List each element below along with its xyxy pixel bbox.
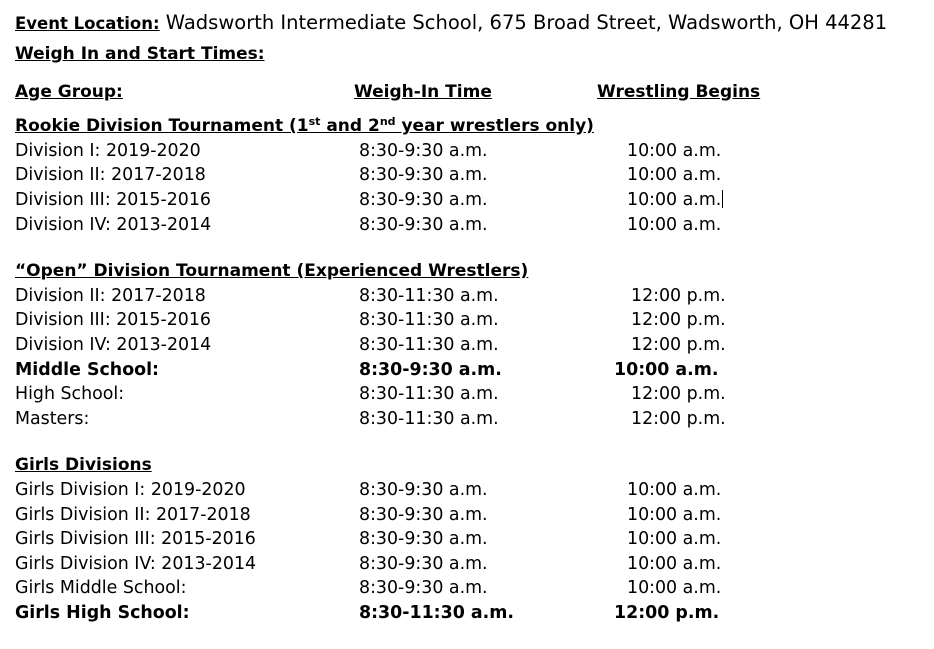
rookie-section-heading-line bbox=[15, 114, 930, 139]
wrestling-begins-cell: 10:00 a.m. bbox=[614, 359, 719, 380]
age-group-cell: Division III: 2015-2016 bbox=[15, 189, 211, 210]
age-group-cell: Division IV: 2013-2014 bbox=[15, 334, 212, 355]
age-group-cell: Division II: 2017-2018 bbox=[15, 285, 206, 306]
age-group-cell: High School: bbox=[15, 384, 125, 405]
event-location-label: Event Location: bbox=[15, 14, 160, 33]
weigh-in-column-header: Weigh-In Time bbox=[354, 81, 492, 102]
weigh-in-time-cell: 8:30-11:30 a.m. bbox=[359, 408, 499, 429]
age-group-cell: Division III: 2015-2016 bbox=[15, 310, 211, 331]
weigh-in-time-cell: 8:30-9:30 a.m. bbox=[359, 214, 488, 235]
open-section-heading: “Open” Division Tournament (Experienced Wrestlers) bbox=[15, 261, 529, 282]
table-row bbox=[15, 382, 930, 407]
age-group-cell: Girls Division IV: 2013-2014 bbox=[15, 553, 257, 574]
girls-section-heading-line bbox=[15, 453, 930, 478]
wrestling-begins-cell: 12:00 p.m. bbox=[631, 334, 726, 355]
age-group-cell: Division II: 2017-2018 bbox=[15, 165, 206, 186]
column-header-row bbox=[15, 80, 930, 105]
table-row bbox=[15, 576, 930, 601]
wrestling-begins-cell: 12:00 p.m. bbox=[631, 310, 726, 331]
rookie-rows bbox=[15, 139, 930, 237]
weigh-in-time-cell: 8:30-9:30 a.m. bbox=[359, 165, 488, 186]
wrestling-begins-cell: 12:00 p.m. bbox=[631, 408, 726, 429]
age-group-cell: Girls Middle School: bbox=[15, 578, 187, 599]
open-rows bbox=[15, 284, 930, 432]
wrestling-begins-cell: 10:00 a.m. bbox=[627, 214, 722, 235]
table-row bbox=[15, 503, 930, 528]
weigh-in-time-cell: 8:30-11:30 a.m. bbox=[359, 602, 514, 623]
age-group-cell: Girls High School: bbox=[15, 602, 190, 623]
table-row bbox=[15, 527, 930, 552]
weigh-in-time-cell: 8:30-11:30 a.m. bbox=[359, 285, 499, 306]
girls-rows bbox=[15, 478, 930, 626]
age-group-cell: Girls Division I: 2019-2020 bbox=[15, 479, 246, 500]
age-group-cell: Girls Division II: 2017-2018 bbox=[15, 504, 251, 525]
table-row bbox=[15, 308, 930, 333]
wrestling-begins-cell: 12:00 p.m. bbox=[631, 384, 726, 405]
weigh-in-time-cell: 8:30-9:30 a.m. bbox=[359, 189, 488, 210]
wrestling-begins-cell: 10:00 a.m. bbox=[627, 578, 722, 599]
event-location-value: Wadsworth Intermediate School, 675 Broad Street, Wadsworth, OH 44281 bbox=[165, 11, 888, 34]
wrestling-begins-cell: 12:00 p.m. bbox=[614, 602, 720, 623]
wrestling-begins-cell: 10:00 a.m. bbox=[627, 189, 722, 210]
girls-section-heading: Girls Divisions bbox=[15, 455, 152, 476]
event-location-line bbox=[15, 8, 930, 38]
weigh-in-time-cell: 8:30-11:30 a.m. bbox=[359, 384, 499, 405]
age-group-cell: Division I: 2019-2020 bbox=[15, 140, 201, 161]
weigh-in-time-cell: 8:30-9:30 a.m. bbox=[359, 529, 488, 550]
rookie-section-heading: Rookie Division Tournament (1st and 2nd year wrestlers only) bbox=[15, 115, 594, 137]
weigh-in-time-cell: 8:30-9:30 a.m. bbox=[359, 140, 488, 161]
weigh-in-time-cell: 8:30-9:30 a.m. bbox=[359, 578, 488, 599]
weigh-in-heading: Weigh In and Start Times: bbox=[15, 44, 265, 64]
age-group-cell: Masters: bbox=[15, 408, 90, 429]
table-row bbox=[15, 163, 930, 188]
text-cursor bbox=[722, 190, 723, 208]
age-group-cell: Girls Division III: 2015-2016 bbox=[15, 529, 256, 550]
wrestling-begins-column-header: Wrestling Begins bbox=[597, 81, 761, 102]
table-row bbox=[15, 188, 930, 213]
weigh-in-time-cell: 8:30-9:30 a.m. bbox=[359, 479, 488, 500]
age-group-column-header: Age Group: bbox=[15, 81, 123, 102]
wrestling-begins-cell: 10:00 a.m. bbox=[627, 140, 722, 161]
table-row bbox=[15, 213, 930, 238]
weigh-in-time-cell: 8:30-11:30 a.m. bbox=[359, 310, 499, 331]
table-row bbox=[15, 284, 930, 309]
weigh-in-time-cell: 8:30-9:30 a.m. bbox=[359, 359, 502, 380]
table-row bbox=[15, 333, 930, 358]
weigh-in-time-cell: 8:30-11:30 a.m. bbox=[359, 334, 499, 355]
wrestling-begins-cell: 10:00 a.m. bbox=[627, 165, 722, 186]
table-row bbox=[15, 552, 930, 577]
wrestling-begins-cell: 12:00 p.m. bbox=[631, 285, 726, 306]
document-body bbox=[15, 8, 930, 625]
table-row bbox=[15, 478, 930, 503]
table-row bbox=[15, 407, 930, 432]
age-group-cell: Middle School: bbox=[15, 359, 159, 380]
weigh-in-heading-line bbox=[15, 42, 930, 67]
weigh-in-time-cell: 8:30-9:30 a.m. bbox=[359, 504, 488, 525]
weigh-in-time-cell: 8:30-9:30 a.m. bbox=[359, 553, 488, 574]
table-row bbox=[15, 139, 930, 164]
age-group-cell: Division IV: 2013-2014 bbox=[15, 214, 212, 235]
table-row bbox=[15, 601, 930, 626]
open-section-heading-line bbox=[15, 259, 930, 284]
table-row bbox=[15, 358, 930, 383]
wrestling-begins-cell: 10:00 a.m. bbox=[627, 504, 722, 525]
wrestling-begins-cell: 10:00 a.m. bbox=[627, 529, 722, 550]
wrestling-begins-cell: 10:00 a.m. bbox=[627, 553, 722, 574]
wrestling-begins-cell: 10:00 a.m. bbox=[627, 479, 722, 500]
